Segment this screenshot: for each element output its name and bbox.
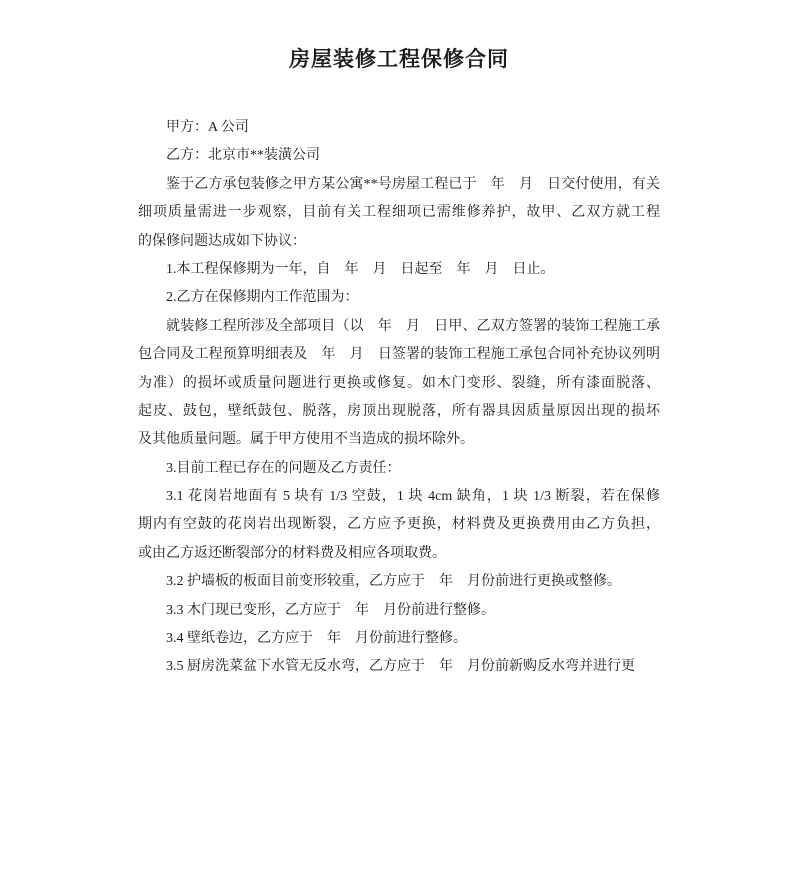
- paragraph: [138, 142, 660, 170]
- text-line: 3.2 护墙板的板面目前变形较重，乙方应于 年 月份前进行更换或整修。: [166, 574, 621, 590]
- text-line: 2.乙方在保修期内工作范围为：: [166, 290, 359, 306]
- paragraph: [138, 455, 660, 483]
- text-line: 3.目前工程已存在的问题及乙方责任：: [166, 460, 401, 476]
- text-line: 期内有空鼓的花岗岩出现断裂，乙方应予更换，材料费及更换费用由乙方负担，: [138, 517, 660, 533]
- text-line: 1.本工程保修期为一年，自 年 月 日起至 年 月 日止。: [166, 261, 555, 277]
- paragraph: [138, 568, 660, 596]
- text-line: 就装修工程所涉及全部项目（以 年 月 日甲、乙双方签署的装饰工程施工承: [166, 318, 660, 334]
- paragraph: [138, 284, 660, 312]
- paragraph: [138, 256, 660, 284]
- text-line: 为准）的损坏或质量问题进行更换或修复。如木门变形、裂缝，所有漆面脱落、: [138, 375, 660, 391]
- text-line: 3.3 木门现已变形，乙方应于 年 月份前进行整修。: [166, 602, 495, 618]
- text-line: 甲方：A 公司: [166, 120, 249, 135]
- text-line: 3.5 厨房洗菜盆下水管无反水弯，乙方应于 年 月份前新购反水弯并进行更: [166, 659, 635, 675]
- document-body: [138, 114, 660, 682]
- text-line: 包合同及工程预算明细表及 年 月 日签署的装饰工程施工承包合同补充协议列明: [138, 347, 660, 363]
- paragraph: [138, 171, 660, 256]
- text-line: 的保修问题达成如下协议：: [138, 233, 306, 249]
- paragraph: [138, 653, 660, 681]
- paragraph: [138, 114, 660, 142]
- text-line: 3.4 壁纸卷边，乙方应于 年 月份前进行整修。: [166, 631, 467, 647]
- paragraph: [138, 625, 660, 653]
- paragraph: [138, 597, 660, 625]
- document-title: 房屋装修工程保修合同: [289, 47, 509, 71]
- text-line: 或由乙方返还断裂部分的材料费及相应各项取费。: [138, 545, 446, 561]
- paragraph: [138, 483, 660, 568]
- text-line: 3.1 花岗岩地面有 5 块有 1/3 空鼓，1 块 4cm 缺角，1 块 1/3 断裂，若在保修: [166, 489, 660, 505]
- text-line: 及其他质量问题。属于甲方使用不当造成的损坏除外。: [138, 432, 474, 448]
- text-line: 细项质量需进一步观察，目前有关工程细项已需维修养护，故甲、乙双方就工程: [138, 205, 660, 221]
- text-line: 鉴于乙方承包装修之甲方某公寓**号房屋工程已于 年 月 日交付使用，有关: [166, 176, 660, 192]
- text-line: 乙方：北京市**装潢公司: [166, 148, 320, 164]
- text-line: 起皮、鼓包，壁纸鼓包、脱落，房顶出现脱落，所有器具因质量原因出现的损坏: [138, 403, 660, 419]
- paragraph: [138, 313, 660, 455]
